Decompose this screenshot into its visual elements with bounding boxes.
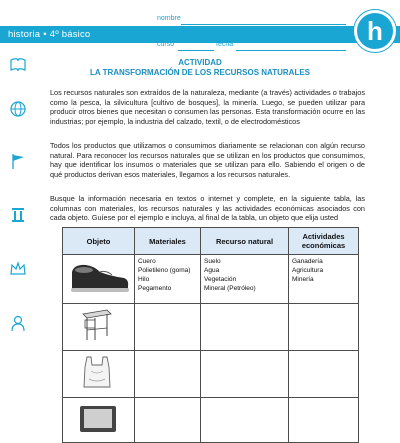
activity-titles [40, 58, 360, 78]
activities-cell[interactable] [289, 304, 359, 351]
pillar-icon [9, 206, 27, 224]
object-cell [63, 398, 135, 443]
table-row-bag [63, 351, 359, 398]
activities-cell [289, 255, 359, 304]
resources-cell[interactable] [201, 304, 289, 351]
activity-title: ACTIVIDAD [178, 58, 222, 67]
crown-icon [9, 260, 27, 278]
resource-item: Suelo [204, 258, 221, 265]
brand-logo [354, 10, 396, 52]
header-economic-activities: Actividades económicas [289, 228, 359, 255]
products-paragraph: Todos los productos que utilizamos o consumimos diariamente se relacionan con algún recurso natural. Para reconocer los recursos naturales que se utilizan en los productos que consumimos, hay que identificar los insumos o materiales que se utilizan para ello. Sabiendo el origen o de qué productos derivan esos materiales, llegamos a los recursos naturales. [50, 141, 365, 179]
activities-cell[interactable] [289, 398, 359, 443]
table-row-example [63, 255, 359, 304]
instructions-paragraph: Busque la información necesaria en textos o internet y complete, en la siguiente tabla, las columnas con materiales, los recursos naturales y las actividades económicas asociados con cada objeto. Guíese por el ejemplo e incluya, al final de la tabla, un objeto que elija usted [50, 194, 365, 223]
resource-item: Agua [204, 267, 220, 274]
materials-cell[interactable] [135, 351, 201, 398]
material-item: Hilo [138, 276, 150, 283]
resources-cell [201, 255, 289, 304]
name-field[interactable] [181, 24, 346, 25]
name-label: nombre [157, 15, 181, 22]
globe-icon [9, 100, 27, 118]
shoe-icon [66, 258, 132, 298]
resources-cell[interactable] [201, 351, 289, 398]
worksheet-header [0, 0, 400, 56]
materials-cell[interactable] [135, 304, 201, 351]
topic-title: LA TRANSFORMACIÓN DE LOS RECURSOS NATURALES [90, 68, 310, 77]
subject-name: historia [8, 29, 41, 40]
resources-cell[interactable] [201, 398, 289, 443]
material-item: Cuero [138, 258, 156, 265]
resource-item: Mineral (Petróleo) [204, 285, 256, 292]
course-label: curso [157, 41, 175, 48]
date-label: fecha [216, 41, 234, 48]
activities-cell[interactable] [289, 351, 359, 398]
resource-item: Vegetación [204, 276, 237, 283]
subject-separator: • [43, 29, 47, 40]
material-item: Pegamento [138, 285, 172, 292]
resources-table [62, 227, 359, 443]
activity-item: Ganadería [292, 258, 323, 265]
materials-cell [135, 255, 201, 304]
header-object: Objeto [63, 228, 135, 255]
plastic-bag-icon [77, 353, 117, 391]
school-desk-icon [77, 306, 117, 344]
table-row-desk [63, 304, 359, 351]
television-icon [76, 402, 120, 436]
logo-letter: h [367, 16, 383, 46]
table-header-row [63, 228, 359, 255]
course-field[interactable] [178, 50, 214, 51]
subject-label [8, 29, 90, 40]
flag-icon [9, 152, 27, 170]
header-natural-resource: Recurso natural [201, 228, 289, 255]
date-field[interactable] [236, 50, 346, 51]
activity-item: Agricultura [292, 267, 324, 274]
activity-item: Minería [292, 276, 314, 283]
grade-name: 4º básico [49, 29, 91, 40]
table-row-tv [63, 398, 359, 443]
sidebar-decoration [0, 56, 36, 400]
book-icon [9, 56, 27, 74]
header-materials: Materiales [135, 228, 201, 255]
object-cell [63, 304, 135, 351]
bust-icon [9, 314, 27, 332]
object-cell [63, 351, 135, 398]
materials-cell[interactable] [135, 398, 201, 443]
object-cell [63, 255, 135, 304]
intro-paragraph: Los recursos naturales son extraídos de la naturaleza, mediante (a través) actividades o trabajos como la pesca, la silvicultura [cultivo de bosques], la minería. Luego, se pueden utilizar para producir otros bienes que necesitan o consumen las personas. Esta transformación ocurre en las industrias; por ejemplo, la industria del calzado, textil, o de electrodomésticos [50, 88, 365, 126]
material-item: Polietileno (goma) [138, 267, 191, 274]
